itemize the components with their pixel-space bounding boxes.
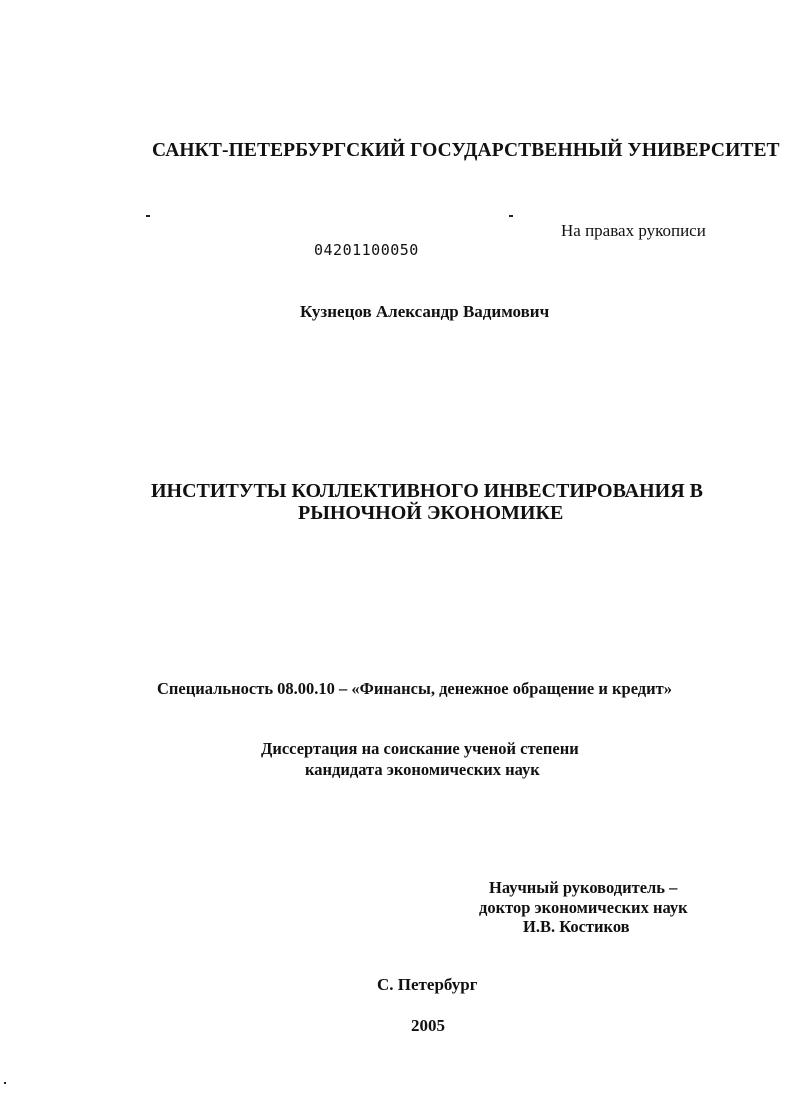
thesis-title-line-2: РЫНОЧНОЙ ЭКОНОМИКЕ (298, 502, 564, 524)
scan-speck (4, 1082, 6, 1084)
city: С. Петербург (377, 975, 478, 994)
dissertation-degree-line-2: кандидата экономических наук (305, 760, 540, 779)
supervisor-degree: доктор экономических наук (479, 898, 688, 917)
year: 2005 (411, 1016, 445, 1035)
scan-speck (509, 215, 513, 217)
author-name: Кузнецов Александр Вадимович (300, 302, 550, 321)
rights-note: На правах рукописи (561, 221, 706, 240)
dissertation-degree-line-1: Диссертация на соискание ученой степени (261, 739, 579, 758)
speciality: Специальность 08.00.10 – «Финансы, денежное обращение и кредит» (157, 679, 673, 698)
university-name: САНКТ-ПЕТЕРБУРГСКИЙ ГОСУДАРСТВЕННЫЙ УНИВЕРСИТЕТ (152, 140, 780, 161)
thesis-title-line-1: ИНСТИТУТЫ КОЛЛЕКТИВНОГО ИНВЕСТИРОВАНИЯ В (151, 480, 704, 502)
scan-speck (146, 215, 150, 217)
supervisor-name: И.В. Костиков (523, 917, 630, 936)
supervisor-label: Научный руководитель – (489, 878, 678, 897)
document-number: 04201100050 (314, 241, 419, 259)
